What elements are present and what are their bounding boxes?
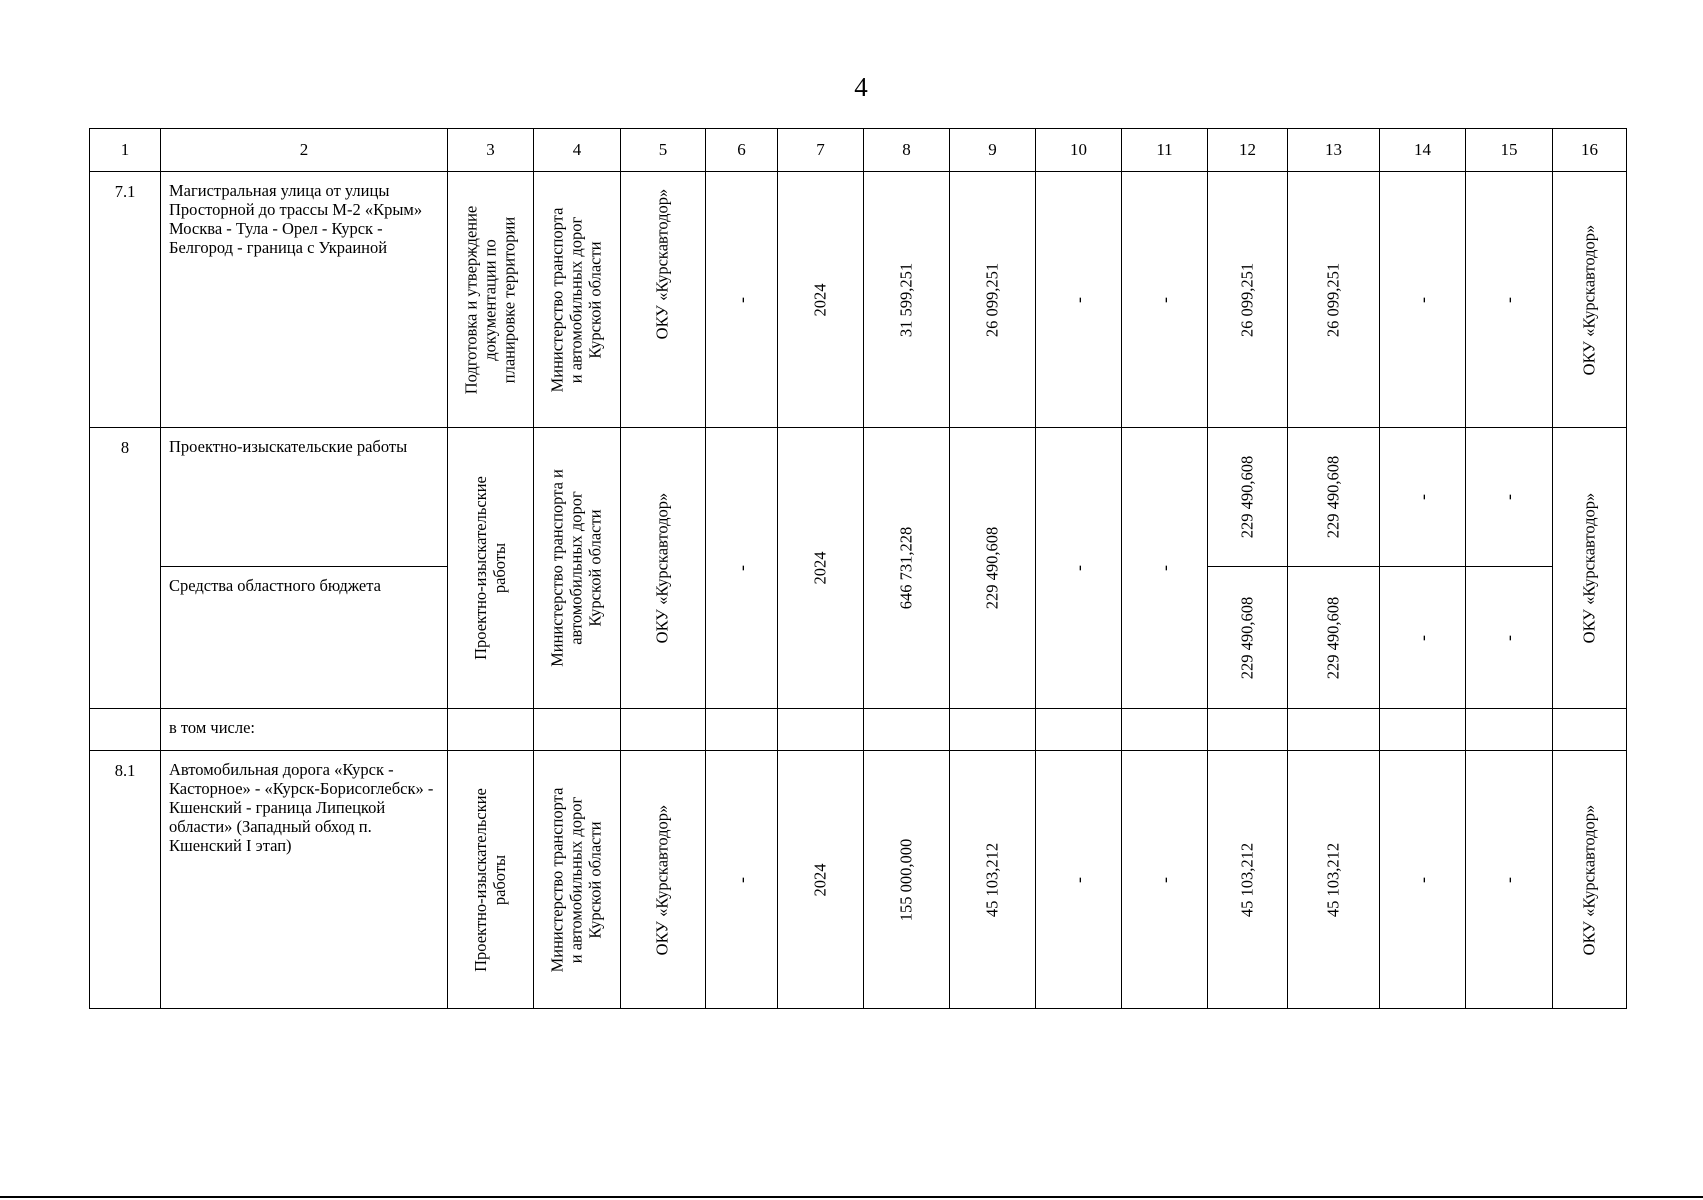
header-cell: 10 [1036, 129, 1122, 172]
customer-cell [621, 751, 706, 1009]
row-number: 8 [90, 428, 161, 709]
header-row [90, 129, 1627, 172]
work-type-cell [448, 751, 534, 1009]
empty-cell [1122, 709, 1208, 751]
header-cell: 15 [1466, 129, 1553, 172]
empty-cell [1466, 709, 1553, 751]
value-cell [1288, 428, 1380, 567]
page-number: 4 [854, 72, 868, 102]
header-cell: 9 [950, 129, 1036, 172]
value-text: 155 000,000 [896, 838, 916, 921]
empty-cell [90, 709, 161, 751]
header-cell: 16 [1553, 129, 1627, 172]
ministry-line: Курской области [585, 820, 605, 939]
value-text: - [1068, 876, 1089, 883]
header-cell: 13 [1288, 129, 1380, 172]
value-cell [706, 751, 778, 1009]
value-text: - [1154, 876, 1175, 883]
header-cell: 14 [1380, 129, 1466, 172]
value-cell [1380, 567, 1466, 709]
value-cell [1288, 751, 1380, 1009]
value-text: - [1154, 565, 1175, 571]
header-cell: 7 [778, 129, 864, 172]
empty-cell [950, 709, 1036, 751]
header-cell: 4 [534, 129, 621, 172]
value-cell [1288, 567, 1380, 709]
value-cell [1036, 428, 1122, 709]
ministry-line: автомобильных дорог [566, 491, 586, 645]
value-text: - [1412, 634, 1433, 641]
executor-cell [1553, 172, 1627, 428]
page-edge-line [0, 1196, 1703, 1198]
value-cell [1466, 428, 1553, 567]
value-text: 26 099,251 [1323, 262, 1343, 337]
year-cell [778, 751, 864, 1009]
header-cell: 2 [161, 129, 448, 172]
ministry-line: и автомобильных дорог [566, 216, 586, 383]
ministry-cell [534, 428, 621, 709]
value-text: 646 731,228 [896, 526, 916, 610]
value-text: 31 599,251 [896, 262, 916, 337]
customer-cell [621, 172, 706, 428]
value-text: 229 490,608 [1237, 455, 1257, 539]
value-cell [1208, 428, 1288, 567]
value-cell [950, 172, 1036, 428]
value-cell [1466, 751, 1553, 1009]
header-cell: 3 [448, 129, 534, 172]
row-name: Средства областного бюджета [161, 567, 448, 709]
ministry-line: и автомобильных дорог [566, 796, 586, 963]
value-cell [1036, 751, 1122, 1009]
value-cell [1208, 172, 1288, 428]
ministry-cell [534, 751, 621, 1009]
value-cell [1208, 751, 1288, 1009]
value-text: - [1412, 494, 1433, 500]
header-cell: 6 [706, 129, 778, 172]
empty-cell [448, 709, 534, 751]
work-type-line: работы [489, 542, 509, 594]
table-row [90, 709, 1627, 751]
value-cell [1466, 567, 1553, 709]
table-row [90, 172, 1627, 428]
ministry-line: Курской области [585, 240, 605, 359]
work-type-line: Подготовка и утверждение [461, 205, 481, 394]
value-cell [1122, 428, 1208, 709]
empty-cell [864, 709, 950, 751]
header-cell: 12 [1208, 129, 1288, 172]
value-text: - [1068, 296, 1089, 303]
empty-cell [1380, 709, 1466, 751]
header-cell: 11 [1122, 129, 1208, 172]
value-text: - [1412, 296, 1433, 303]
ministry-line: Министерство транспорта [547, 787, 567, 972]
data-table [89, 128, 1627, 1009]
executor-text: ОКУ «Курскавтодор» [1579, 224, 1599, 375]
empty-cell [1036, 709, 1122, 751]
value-cell [950, 751, 1036, 1009]
ministry-line: Министерство транспорта и [547, 469, 567, 667]
value-cell [1036, 172, 1122, 428]
value-cell [1380, 751, 1466, 1009]
executor-cell [1553, 751, 1627, 1009]
year-text: 2024 [810, 551, 830, 585]
value-text: - [731, 296, 752, 303]
value-text: - [1498, 876, 1519, 883]
value-cell [864, 428, 950, 709]
customer-text: ОКУ «Курскавтодор» [652, 804, 672, 955]
customer-cell [621, 428, 706, 709]
row-name: Магистральная улица от улицы Просторной до трассы М-2 «Крым» Москва - Тула - Орел - Курск - Белгород - граница с Украиной [161, 172, 448, 428]
value-text: 26 099,251 [982, 262, 1002, 337]
year-cell [778, 428, 864, 709]
value-text: 229 490,608 [1323, 455, 1343, 539]
value-text: - [1498, 494, 1519, 500]
empty-cell [706, 709, 778, 751]
work-type-line: Проектно-изыскательские [470, 787, 490, 972]
year-text: 2024 [810, 863, 830, 896]
value-text: 229 490,608 [982, 526, 1002, 610]
executor-text: ОКУ «Курскавтодор» [1579, 804, 1599, 955]
value-cell [1208, 567, 1288, 709]
value-text: - [1068, 565, 1089, 571]
ministry-line: Курской области [585, 509, 605, 627]
value-text: - [1498, 634, 1519, 641]
customer-text: ОКУ «Курскавтодор» [652, 188, 672, 340]
empty-cell [1288, 709, 1380, 751]
value-cell [1380, 172, 1466, 428]
empty-cell [621, 709, 706, 751]
executor-cell [1553, 428, 1627, 709]
work-type-line: Проектно-изыскательские [470, 476, 490, 660]
header-cell: 8 [864, 129, 950, 172]
value-text: 229 490,608 [1323, 596, 1343, 679]
executor-text: ОКУ «Курскавтодор» [1579, 492, 1599, 644]
work-type-line: работы [489, 854, 509, 905]
value-text: 229 490,608 [1237, 596, 1257, 679]
value-cell [1466, 172, 1553, 428]
work-type-cell [448, 172, 534, 428]
empty-cell [534, 709, 621, 751]
value-text: - [731, 565, 752, 571]
empty-cell [1553, 709, 1627, 751]
row-number: 7.1 [90, 172, 161, 428]
ministry-cell [534, 172, 621, 428]
value-text: - [1412, 876, 1433, 883]
work-type-line: планировке территории [498, 216, 518, 383]
value-cell [1288, 172, 1380, 428]
value-text: - [731, 876, 752, 883]
table-row [90, 428, 1627, 567]
value-cell [864, 172, 950, 428]
row-name: в том числе: [161, 709, 448, 751]
year-text: 2024 [810, 283, 830, 316]
value-text: - [1154, 296, 1175, 303]
value-text: 45 103,212 [1237, 842, 1257, 917]
value-text: 45 103,212 [982, 842, 1002, 917]
row-number: 8.1 [90, 751, 161, 1009]
empty-cell [1208, 709, 1288, 751]
row-name: Автомобильная дорога «Курск - Касторное» - «Курск-Борисоглебск» - Кшенский - граница Липецкой области» (Западный обход п. Кшенский I этап) [161, 751, 448, 1009]
empty-cell [778, 709, 864, 751]
value-cell [950, 428, 1036, 709]
value-text: 26 099,251 [1237, 262, 1257, 337]
value-cell [706, 428, 778, 709]
value-cell [864, 751, 950, 1009]
header-cell: 1 [90, 129, 161, 172]
value-cell [706, 172, 778, 428]
value-text: 45 103,212 [1323, 842, 1343, 917]
header-cell: 5 [621, 129, 706, 172]
work-type-line: документации по [480, 238, 500, 361]
value-cell [1380, 428, 1466, 567]
work-type-cell [448, 428, 534, 709]
value-cell [1122, 172, 1208, 428]
value-cell [1122, 751, 1208, 1009]
year-cell [778, 172, 864, 428]
row-name: Проектно-изыскательские работы [161, 428, 448, 567]
value-text: - [1498, 296, 1519, 303]
table-row [90, 751, 1627, 1009]
customer-text: ОКУ «Курскавтодор» [652, 492, 672, 644]
ministry-line: Министерство транспорта [547, 207, 567, 392]
